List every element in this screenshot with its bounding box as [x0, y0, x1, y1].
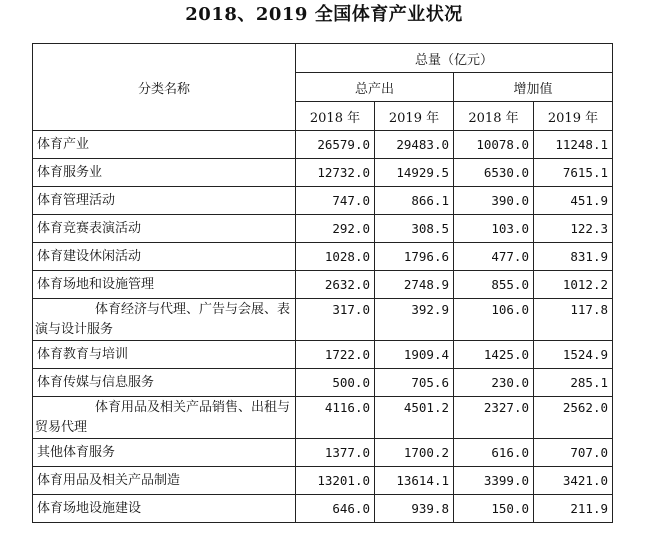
- row-name: 体育场地设施建设: [33, 495, 296, 523]
- cell-value: 13614.1: [375, 467, 454, 495]
- year-header: 2018 年: [454, 102, 534, 131]
- row-name: 体育管理活动: [33, 187, 296, 215]
- row-name: 体育用品及相关产品制造: [33, 467, 296, 495]
- cell-value: 211.9: [534, 495, 613, 523]
- cell-value: 1722.0: [296, 341, 375, 369]
- cell-value: 3399.0: [454, 467, 534, 495]
- cell-value: 117.8: [534, 299, 613, 341]
- cell-value: 1377.0: [296, 439, 375, 467]
- cell-value: 646.0: [296, 495, 375, 523]
- table-row: [33, 271, 613, 299]
- output-header: 总产出: [296, 73, 454, 102]
- table-row: [33, 439, 613, 467]
- cell-value: 2748.9: [375, 271, 454, 299]
- cell-value: 1796.6: [375, 243, 454, 271]
- cell-value: 12732.0: [296, 159, 375, 187]
- cell-value: 616.0: [454, 439, 534, 467]
- cell-value: 14929.5: [375, 159, 454, 187]
- cell-value: 10078.0: [454, 131, 534, 159]
- cell-value: 500.0: [296, 369, 375, 397]
- cell-value: 285.1: [534, 369, 613, 397]
- cell-value: 2327.0: [454, 397, 534, 439]
- cell-value: 939.8: [375, 495, 454, 523]
- row-name: 体育传媒与信息服务: [33, 369, 296, 397]
- table-row: [33, 397, 613, 439]
- cell-value: 855.0: [454, 271, 534, 299]
- row-name: [33, 397, 296, 439]
- row-name: 体育服务业: [33, 159, 296, 187]
- cell-value: 4501.2: [375, 397, 454, 439]
- cell-value: 390.0: [454, 187, 534, 215]
- row-name: 其他体育服务: [33, 439, 296, 467]
- cell-value: 7615.1: [534, 159, 613, 187]
- sports-industry-table: [32, 43, 613, 523]
- category-header: 分类名称: [33, 44, 296, 131]
- table-row: [33, 131, 613, 159]
- cell-value: 1524.9: [534, 341, 613, 369]
- cell-value: 6530.0: [454, 159, 534, 187]
- year-header: 2019 年: [534, 102, 613, 131]
- cell-value: 1028.0: [296, 243, 375, 271]
- cell-value: 150.0: [454, 495, 534, 523]
- row-name: 体育教育与培训: [33, 341, 296, 369]
- table-row: [33, 159, 613, 187]
- cell-value: 29483.0: [375, 131, 454, 159]
- row-name: 体育产业: [33, 131, 296, 159]
- cell-value: 308.5: [375, 215, 454, 243]
- table-row: [33, 495, 613, 523]
- cell-value: 103.0: [454, 215, 534, 243]
- cell-value: 707.0: [534, 439, 613, 467]
- cell-value: 106.0: [454, 299, 534, 341]
- cell-value: 11248.1: [534, 131, 613, 159]
- table-row: [33, 215, 613, 243]
- cell-value: 1425.0: [454, 341, 534, 369]
- table-row: [33, 243, 613, 271]
- cell-value: 477.0: [454, 243, 534, 271]
- cell-value: 2562.0: [534, 397, 613, 439]
- year-header: 2018 年: [296, 102, 375, 131]
- row-name: [33, 299, 296, 341]
- cell-value: 2632.0: [296, 271, 375, 299]
- cell-value: 292.0: [296, 215, 375, 243]
- cell-value: 831.9: [534, 243, 613, 271]
- row-name: 体育场地和设施管理: [33, 271, 296, 299]
- cell-value: 1012.2: [534, 271, 613, 299]
- table-row: [33, 299, 613, 341]
- row-name-text: 体育经济与代理、广告与会展、表演与设计服务: [35, 301, 291, 337]
- table-row: [33, 341, 613, 369]
- total-header: 总量（亿元）: [296, 44, 613, 73]
- row-name: 体育竞赛表演活动: [33, 215, 296, 243]
- row-name: 体育建设休闲活动: [33, 243, 296, 271]
- value-added-header: 增加值: [454, 73, 613, 102]
- table-row: [33, 187, 613, 215]
- cell-value: 3421.0: [534, 467, 613, 495]
- table-row: [33, 467, 613, 495]
- cell-value: 1700.2: [375, 439, 454, 467]
- cell-value: 26579.0: [296, 131, 375, 159]
- cell-value: 866.1: [375, 187, 454, 215]
- cell-value: 317.0: [296, 299, 375, 341]
- cell-value: 230.0: [454, 369, 534, 397]
- table-title: 2018、2019 全国体育产业状况: [185, 4, 463, 25]
- cell-value: 13201.0: [296, 467, 375, 495]
- table-row: [33, 369, 613, 397]
- cell-value: 705.6: [375, 369, 454, 397]
- cell-value: 1909.4: [375, 341, 454, 369]
- cell-value: 451.9: [534, 187, 613, 215]
- cell-value: 4116.0: [296, 397, 375, 439]
- cell-value: 122.3: [534, 215, 613, 243]
- row-name-text: 体育用品及相关产品销售、出租与贸易代理: [35, 399, 291, 435]
- cell-value: 747.0: [296, 187, 375, 215]
- year-header: 2019 年: [375, 102, 454, 131]
- cell-value: 392.9: [375, 299, 454, 341]
